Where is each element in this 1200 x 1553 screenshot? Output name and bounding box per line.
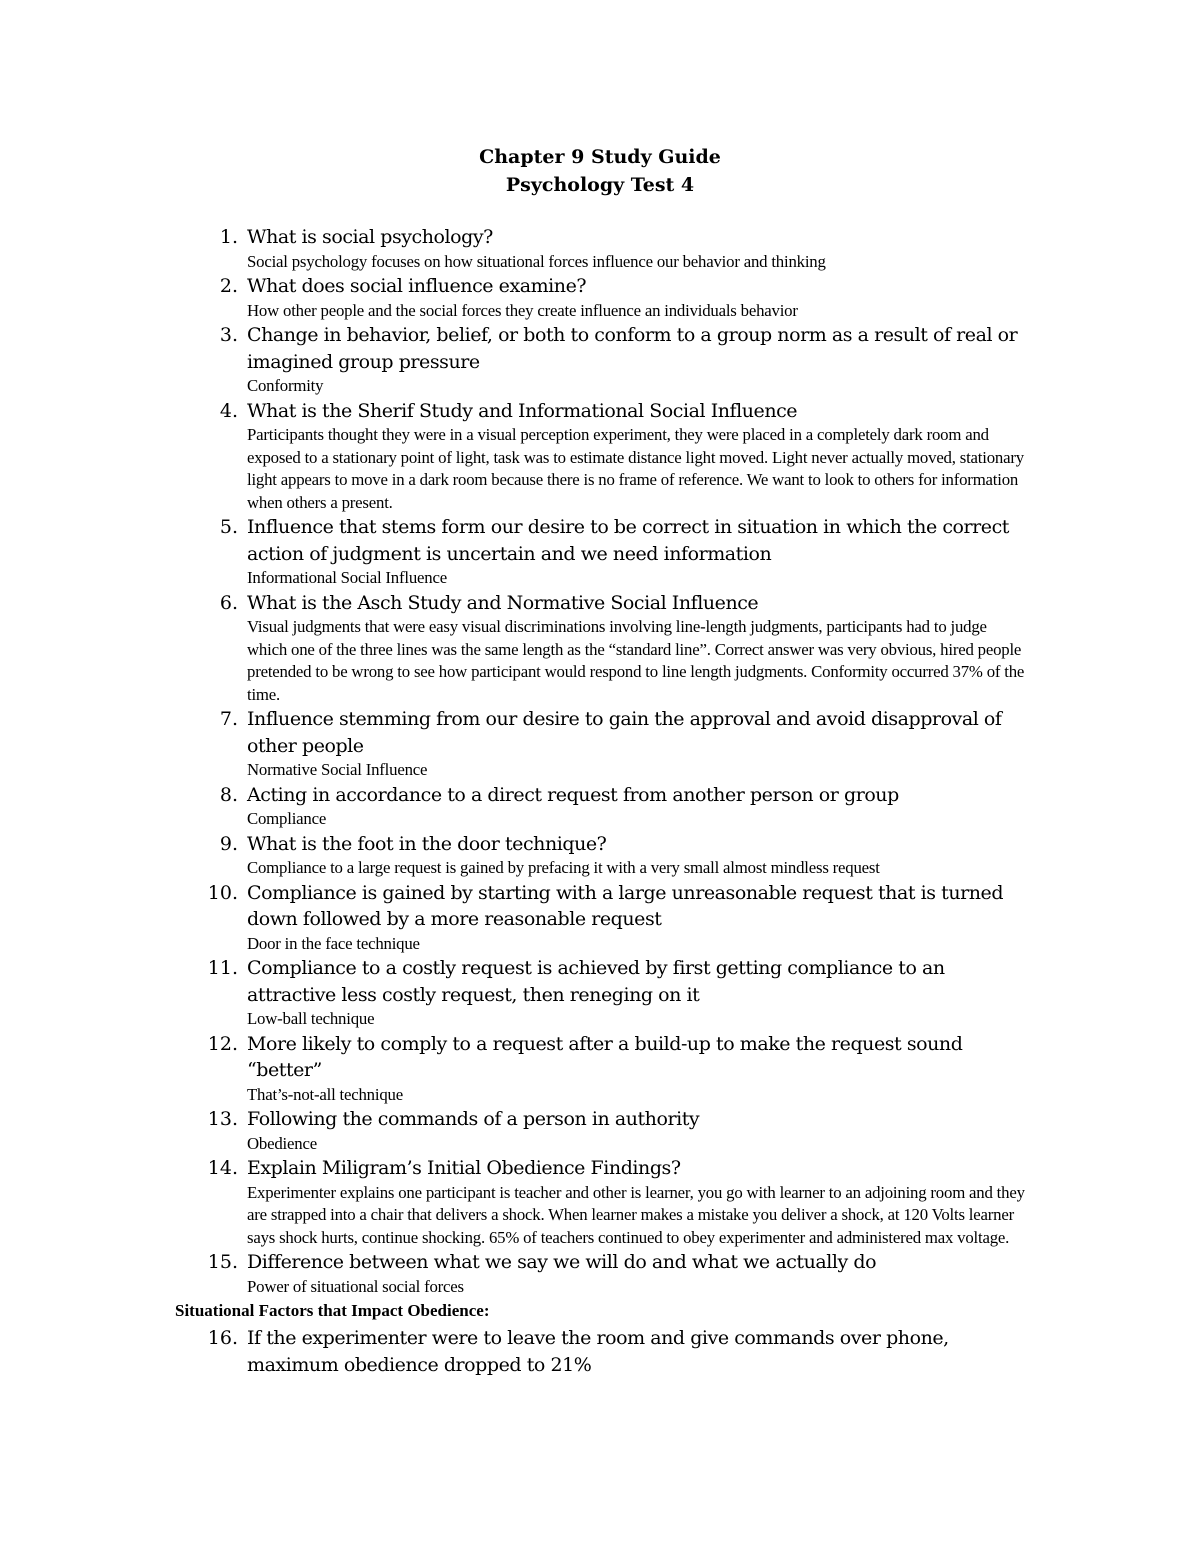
question-item [200, 955, 1030, 1031]
answer-text: Experimenter explains one participant is teacher and other is learner, you go with learner to an adjoining room and they are strapped into a chair that delivers a shock. When learner makes a mistake you deliver a shock, at 120 Volts learner says shock hurts, continue shocking. 65% of teachers continued to obey experimenter and administered max voltage. [247, 1182, 1025, 1247]
question-text: What is the Asch Study and Normative Social Influence [247, 591, 759, 614]
question-text: Acting in accordance to a direct request from another person or group [247, 783, 899, 806]
question-text: Compliance to a costly request is achieved by first getting compliance to an attractive less costly request, then reneging on it [247, 957, 945, 1006]
document-subtitle: Psychology Test 4 [505, 174, 695, 196]
question-item [200, 1031, 1030, 1107]
answer-text: How other people and the social forces they create influence an individuals behavior [247, 300, 798, 320]
question-item [200, 224, 1030, 273]
answer-text: Power of situational social forces [247, 1276, 464, 1296]
answer-text: Informational Social Influence [247, 568, 447, 587]
question-item [200, 1249, 1030, 1298]
question-number: 3. [219, 324, 238, 346]
question-text: Following the commands of a person in authority [247, 1108, 700, 1130]
answer-text: Low-ball technique [247, 1009, 375, 1028]
answer-text: Social psychology focuses on how situational forces influence our behavior and thinking [247, 251, 826, 271]
question-text: If the experimenter were to leave the room and give commands over phone, maximum obedience dropped to 21% [247, 1327, 949, 1376]
question-text: What is the foot in the door technique? [247, 832, 607, 855]
question-item [200, 1106, 1030, 1155]
question-number: 1. [219, 226, 238, 248]
answer-text: Obedience [247, 1133, 317, 1153]
question-item [200, 1325, 1030, 1378]
question-text: Explain Miligram’s Initial Obedience Findings? [247, 1157, 681, 1179]
question-item [200, 590, 1030, 707]
question-list [175, 224, 1030, 1378]
question-number: 4. [219, 399, 238, 422]
answer-text: Compliance [247, 809, 327, 828]
question-number: 7. [219, 708, 238, 730]
question-item [200, 782, 1030, 831]
question-text: Influence stemming from our desire to gain the approval and avoid disapproval of other people [247, 708, 1002, 757]
question-item [200, 398, 1030, 515]
question-text: Change in behavior, belief, or both to conform to a group norm as a result of real or imagined group pressure [247, 324, 1018, 373]
question-number: 8. [219, 783, 238, 806]
question-text: Influence that stems form our desire to be correct in situation in which the correct action of judgment is uncertain and we need information [247, 516, 1009, 565]
answer-text: Participants thought they were in a visual perception experiment, they were placed in a completely dark room and exposed to a stationary point of light, task was to estimate distance light moved. Light never actually moved, stationary light appears to move in a dark room because there is no frame of reference. We want to look to others for information when others a present. [247, 425, 1024, 512]
question-item [200, 322, 1030, 398]
answer-text: Door in the face technique [247, 933, 420, 953]
question-number: 13. [207, 1108, 238, 1130]
question-text: What is the Sherif Study and Informational Social Influence [247, 399, 798, 422]
question-number: 5. [219, 516, 238, 538]
question-item [200, 880, 1030, 956]
question-text: More likely to comply to a request after a build-up to make the request sound “better” [247, 1032, 963, 1081]
question-text: Difference between what we say we will do and what we actually do [247, 1251, 877, 1273]
question-number: 2. [219, 275, 238, 297]
question-item [200, 831, 1030, 880]
question-number: 14. [207, 1157, 238, 1179]
question-item [200, 706, 1030, 782]
question-number: 16. [207, 1327, 238, 1349]
question-item [200, 1155, 1030, 1249]
answer-text: Compliance to a large request is gained by prefacing it with a very small almost mindless request [247, 858, 880, 877]
answer-text: Conformity [247, 376, 324, 395]
question-number: 11. [207, 957, 238, 979]
question-text: What is social psychology? [247, 226, 493, 248]
title-block [0, 143, 1200, 199]
question-number: 9. [219, 832, 238, 855]
answer-text: That’s-not-all technique [247, 1084, 403, 1104]
question-item [200, 514, 1030, 590]
document-title: Chapter 9 Study Guide [479, 146, 721, 168]
question-item [200, 273, 1030, 322]
question-number: 12. [207, 1032, 238, 1055]
question-number: 10. [207, 881, 238, 904]
answer-text: Visual judgments that were easy visual discriminations involving line-length judgments, participants had to judge which one of the three lines was the same length as the “standard line”. Correct answer was very obvious, hired people pretended to be wrong to see how participant would respond to line length judgments. Conformity occurred 37% of the time. [247, 617, 1025, 704]
question-number: 15. [207, 1251, 238, 1273]
section-heading: Situational Factors that Impact Obedience: [175, 1301, 490, 1320]
question-text: What does social influence examine? [247, 275, 587, 297]
question-text: Compliance is gained by starting with a large unreasonable request that is turned down followed by a more reasonable request [247, 881, 1004, 930]
question-number: 6. [219, 591, 238, 614]
answer-text: Normative Social Influence [247, 760, 428, 779]
